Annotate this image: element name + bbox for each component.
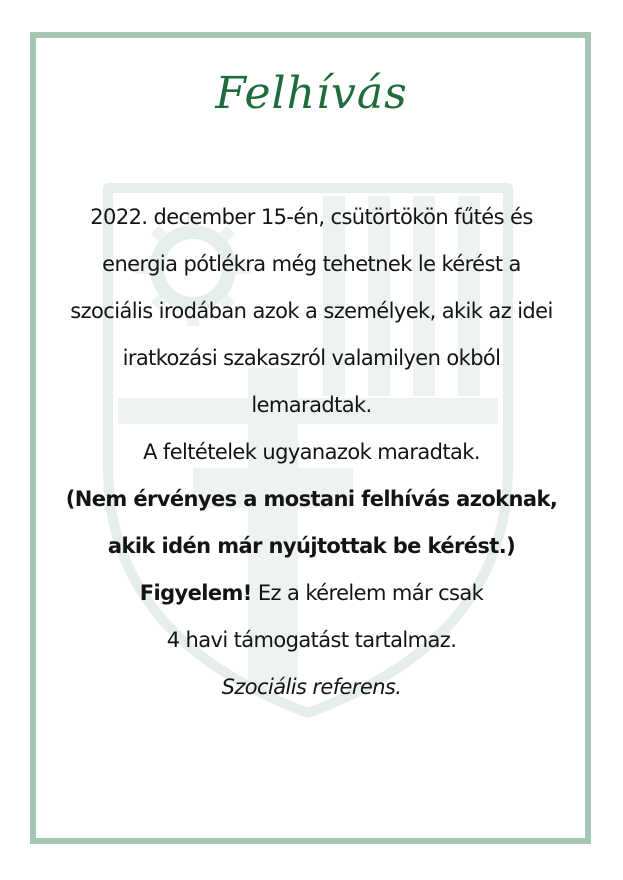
attention-label: Figyelem! — [139, 581, 252, 605]
announcement-line-1: 2022. december 15-én, csütörtökön fűtés és — [90, 205, 533, 229]
conditions-line: A feltételek ugyanazok maradtak. — [143, 440, 480, 464]
announcement-line-5: lemaradtak. — [251, 393, 372, 417]
exclusion-note-line-2: akik idén már nyújtottak be kérést.) — [107, 534, 516, 558]
signature: Szociális referens. — [221, 675, 402, 699]
exclusion-note-line-1: (Nem érvényes a mostani felhívás azoknak, — [65, 487, 558, 511]
attention-text: Ez a kérelem már csak — [251, 581, 484, 605]
announcement-line-3: szociális irodában azok a személyek, akik az idei — [70, 299, 553, 323]
attention-line — [32, 570, 591, 617]
support-duration-line: 4 havi támogatást tartalmaz. — [166, 628, 457, 652]
announcement-line-4: iratkozási szakaszról valamilyen okból — [122, 346, 501, 370]
announcement-body — [32, 194, 591, 711]
announcement-line-2: energia pótlékra még tehetnek le kérést a — [102, 252, 521, 276]
page-title: Felhívás — [215, 68, 408, 119]
